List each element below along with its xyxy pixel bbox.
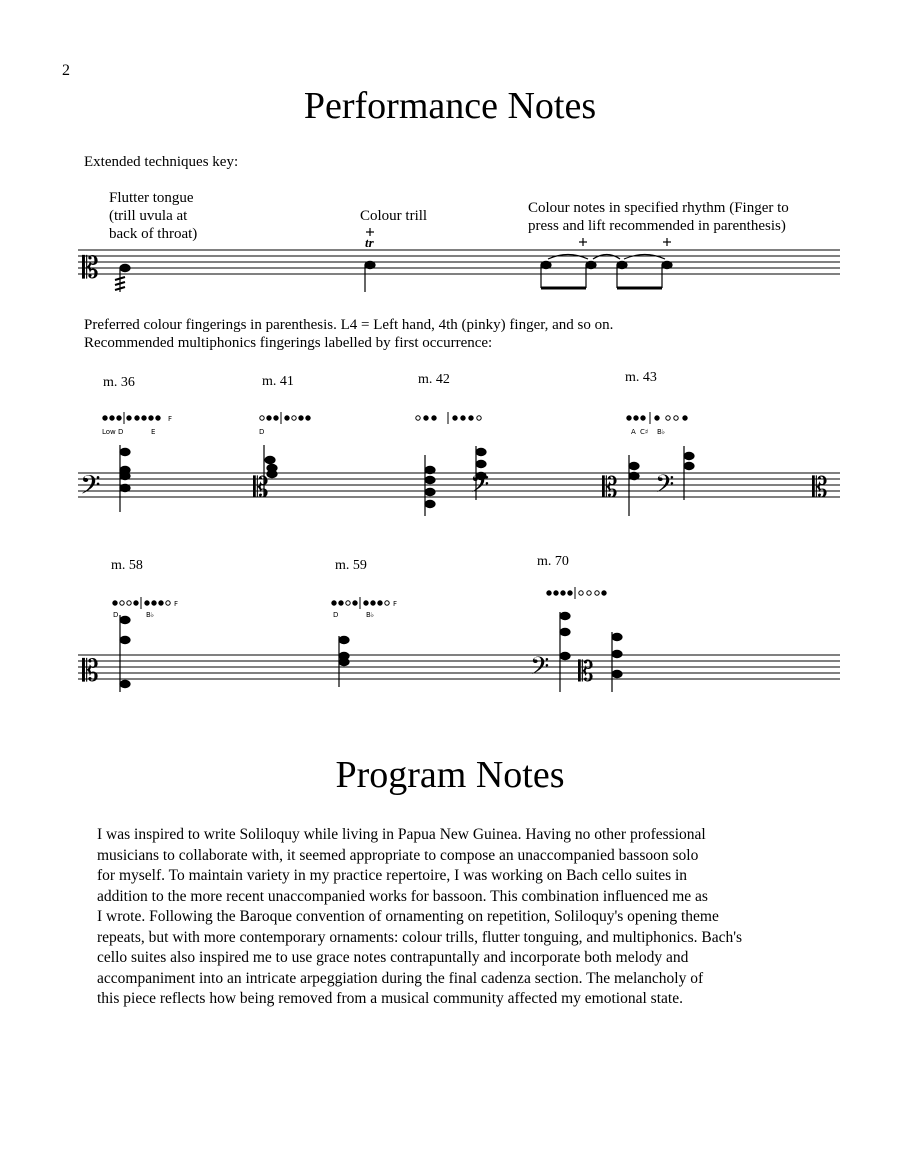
svg-text:E: E <box>151 428 156 436</box>
svg-text:B♭: B♭ <box>146 611 155 619</box>
fingering-m58 <box>113 597 170 609</box>
program-notes-title: Program Notes <box>335 754 565 796</box>
tenor-clef-icon: 𝄡 <box>82 654 99 689</box>
tenor-clef-icon: 𝄡 <box>602 471 618 504</box>
svg-text:B♭: B♭ <box>657 428 666 436</box>
colour-rhythm-label: Colour notes in specified rhythm (Finger to press and lift recommended in parenthesis) <box>528 200 789 234</box>
svg-text:C♯: C♯ <box>640 428 649 436</box>
fingering-m59 <box>332 597 389 609</box>
fingering-m43 <box>627 412 687 424</box>
measure-label-70: m. 70 <box>537 554 569 569</box>
svg-text:D: D <box>259 428 265 436</box>
program-notes-line: repeats, but with more contemporary ornaments: colour trills, flutter tonguing, and multiphonics. Bach's <box>97 928 743 946</box>
measure-label-58: m. 58 <box>111 558 143 573</box>
svg-text:F: F <box>393 600 398 608</box>
techniques-key-label: Extended techniques key: <box>84 154 239 170</box>
program-notes-body <box>97 825 837 1010</box>
staff-row2 <box>78 655 840 679</box>
program-notes-line: musicians to collaborate with, it seemed appropriate to compose an unaccompanied bassoon solo <box>97 846 699 864</box>
page-number: 2 <box>62 62 70 79</box>
program-notes-line: I was inspired to write Soliloquy while living in Papua New Guinea. Having no other professional <box>97 826 706 843</box>
tenor-clef-icon: 𝄡 <box>82 251 99 286</box>
bass-clef-icon: 𝄢 <box>80 469 101 507</box>
program-notes-line: accompaniment into an intricate arpeggiation during the final cadenza section. The melancholy of <box>97 969 704 987</box>
svg-text:tr: tr <box>365 235 374 250</box>
colour-trill-label: Colour trill <box>360 208 428 224</box>
fingering-instructions: Preferred colour fingerings in parenthesis. L4 = Left hand, 4th (pinky) finger, and so on. Recommended multiphonics fingerings labelled by first occurrence: <box>84 317 614 351</box>
svg-text:F: F <box>168 415 173 423</box>
staff-techniques <box>78 250 840 274</box>
program-notes-line: addition to the more recent unaccompanied works for bassoon. This combination influenced me as <box>97 887 708 905</box>
fingering-m41 <box>260 412 310 424</box>
fingering-m42 <box>416 412 481 424</box>
measure-label-59: m. 59 <box>335 558 367 573</box>
staff-row1 <box>78 473 840 497</box>
program-notes-line: for myself. To maintain variety in my practice repertoire, I was working on Bach cello suites in <box>97 867 688 884</box>
tenor-clef-icon: 𝄡 <box>578 655 594 688</box>
tenor-clef-icon: 𝄡 <box>253 471 269 504</box>
bass-clef-icon: 𝄢 <box>530 652 550 687</box>
svg-text:F: F <box>174 600 179 608</box>
bass-clef-icon: 𝄢 <box>655 470 675 505</box>
bass-clef-icon: 𝄢 <box>470 470 490 505</box>
svg-text:A: A <box>631 428 636 436</box>
svg-text:D: D <box>113 611 119 619</box>
fingering-diagrams <box>103 412 687 609</box>
fingering-m36 <box>103 412 160 424</box>
program-notes-line: cello suites also inspired me to use grace notes contrapuntally and incorporate both melody and <box>97 949 689 966</box>
measure-label-41: m. 41 <box>262 374 294 389</box>
program-notes-line: this piece reflects how being removed from a musical community affected my emotional state. <box>97 990 683 1007</box>
svg-text:D: D <box>333 611 339 619</box>
program-notes-line: I wrote. Following the Baroque convention of ornamenting on repetition, Soliloquy's opening theme <box>97 908 719 925</box>
fingering-m70 <box>547 587 606 599</box>
svg-text:B♭: B♭ <box>366 611 375 619</box>
performance-notes-title: Performance Notes <box>303 85 597 127</box>
measure-label-43: m. 43 <box>625 370 657 385</box>
flutter-tongue-label: Flutter tongue (trill uvula at back of throat) <box>109 190 198 242</box>
measure-label-36: m. 36 <box>103 375 135 390</box>
measure-label-42: m. 42 <box>418 372 450 387</box>
svg-text:Low D: Low D <box>102 428 124 436</box>
tenor-clef-icon: 𝄡 <box>812 471 828 504</box>
